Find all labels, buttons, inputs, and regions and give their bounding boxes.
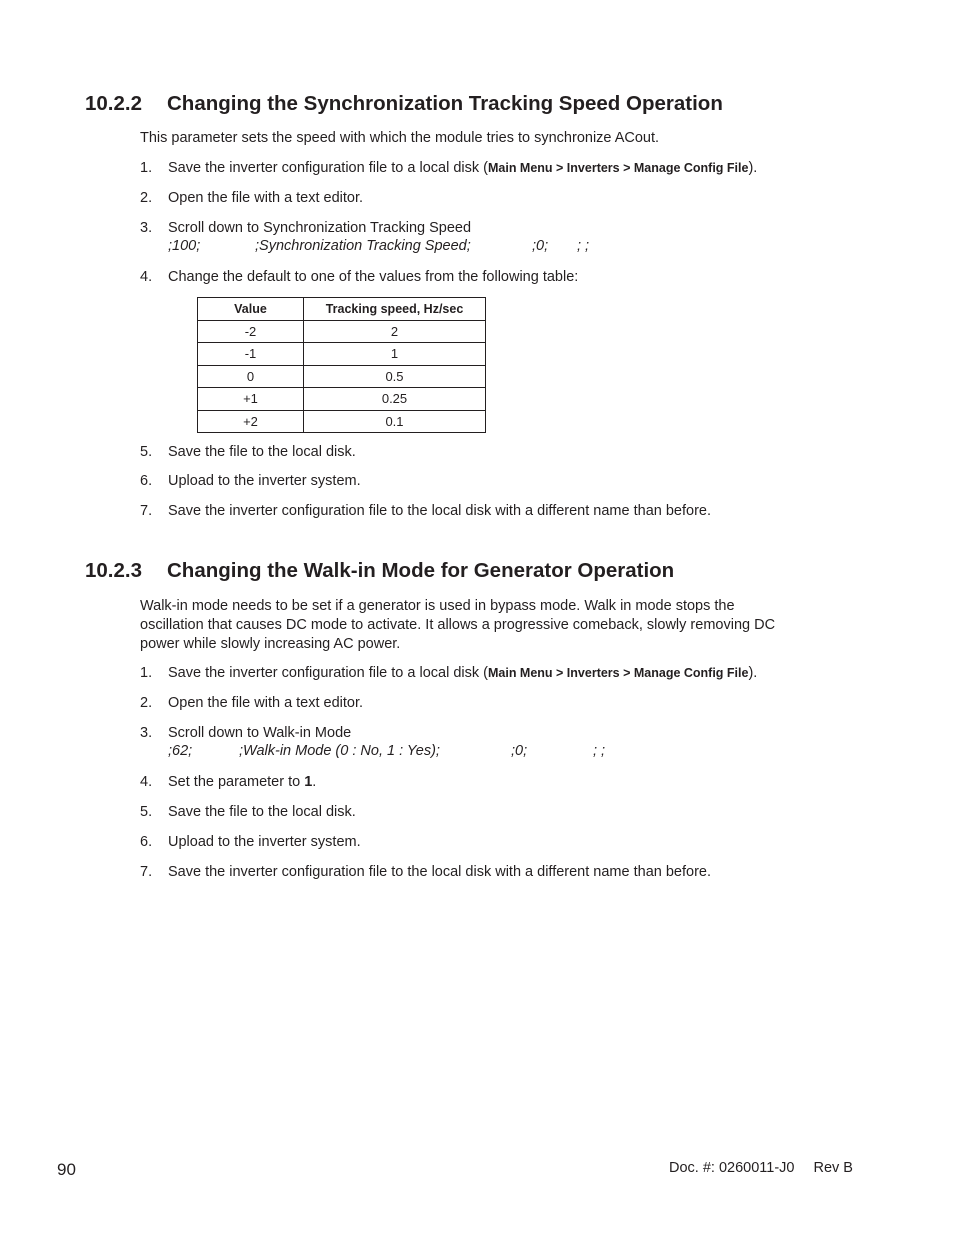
- config-tail: ; ;: [593, 743, 606, 759]
- table-cell: +1: [198, 388, 304, 411]
- step-number: 1.: [140, 665, 153, 681]
- column-header-value: Value: [198, 298, 304, 321]
- table-cell: 0.5: [304, 365, 486, 388]
- table-cell: 1: [304, 343, 486, 366]
- config-name: ;Synchronization Tracking Speed;: [255, 238, 471, 254]
- step-number: 7.: [140, 503, 153, 519]
- step-text-end: .: [312, 774, 317, 790]
- table-cell: 2: [304, 320, 486, 343]
- table-cell: 0.1: [304, 410, 486, 433]
- step-number: 4.: [140, 269, 153, 285]
- section-heading-10-2-3: [85, 559, 674, 583]
- menu-path: Main Menu > Inverters > Manage Config File: [487, 161, 749, 175]
- step-text: Upload to the inverter system.: [168, 834, 361, 850]
- step-text: Save the file to the local disk.: [168, 444, 356, 460]
- step-text-end: ).: [748, 665, 758, 681]
- intro-line: power while slowly increasing AC power.: [140, 636, 401, 652]
- step-text: [168, 159, 757, 178]
- section-number: 10.2.3: [85, 559, 142, 582]
- config-id: ;62;: [168, 743, 193, 759]
- config-default: ;0;: [532, 238, 549, 254]
- tracking-speed-table: [197, 297, 486, 433]
- step-text: Save the file to the local disk.: [168, 804, 356, 820]
- step-text: Open the file with a text editor.: [168, 695, 364, 711]
- step-text: Change the default to one of the values from the following table:: [168, 269, 579, 285]
- table-cell: 0.25: [304, 388, 486, 411]
- step-number: 5.: [140, 804, 153, 820]
- revision: Rev B: [813, 1160, 853, 1176]
- document-id: [669, 1160, 853, 1176]
- step-text: [168, 664, 757, 683]
- step-text-start: Save the inverter configuration file to a local disk (: [168, 160, 488, 176]
- config-id: ;100;: [168, 238, 201, 254]
- step-text: Scroll down to Synchronization Tracking Speed: [168, 220, 472, 236]
- table-cell: 0: [198, 365, 304, 388]
- step-text-start: Set the parameter to: [168, 774, 305, 790]
- parameter-value: 1: [304, 774, 313, 790]
- step-text: [168, 773, 316, 792]
- section-heading-10-2-2: [85, 92, 723, 116]
- step-number: 1.: [140, 160, 153, 176]
- step-number: 3.: [140, 220, 153, 236]
- table-row: [198, 410, 486, 433]
- step-number: 4.: [140, 774, 153, 790]
- step-text: Save the inverter configuration file to the local disk with a different name than before.: [168, 503, 711, 519]
- section-number: 10.2.2: [85, 92, 142, 115]
- step-text-end: ).: [748, 160, 758, 176]
- step-text: Save the inverter configuration file to the local disk with a different name than before.: [168, 864, 711, 880]
- intro-line: oscillation that causes DC mode to activate. It allows a progressive comeback, slowly removing DC: [140, 617, 776, 633]
- column-header-tracking-speed: Tracking speed, Hz/sec: [304, 298, 486, 321]
- step-number: 7.: [140, 864, 153, 880]
- table-cell: -2: [198, 320, 304, 343]
- config-name: ;Walk-in Mode (0 : No, 1 : Yes);: [239, 743, 440, 759]
- step-text-start: Save the inverter configuration file to a local disk (: [168, 665, 488, 681]
- step-number: 3.: [140, 725, 153, 741]
- section-intro: [140, 597, 840, 654]
- table-cell: -1: [198, 343, 304, 366]
- step-text: Upload to the inverter system.: [168, 473, 361, 489]
- table-cell: +2: [198, 410, 304, 433]
- table-row: [198, 320, 486, 343]
- table-row: [198, 365, 486, 388]
- section-title: Changing the Walk-in Mode for Generator Operation: [167, 559, 675, 582]
- step-number: 5.: [140, 444, 153, 460]
- config-default: ;0;: [511, 743, 528, 759]
- menu-path: Main Menu > Inverters > Manage Config File: [487, 666, 749, 680]
- step-text: Open the file with a text editor.: [168, 190, 364, 206]
- table-row: [198, 343, 486, 366]
- step-text: Scroll down to Walk-in Mode: [168, 725, 352, 741]
- intro-line: Walk-in mode needs to be set if a generator is used in bypass mode. Walk in mode stops the: [140, 598, 735, 614]
- table-header-row: [198, 298, 486, 321]
- config-tail: ; ;: [577, 238, 590, 254]
- table-row: [198, 388, 486, 411]
- step-number: 2.: [140, 695, 153, 711]
- section-intro: This parameter sets the speed with which the module tries to synchronize ACout.: [140, 130, 660, 146]
- page-number: 90: [57, 1160, 76, 1179]
- step-number: 6.: [140, 473, 153, 489]
- doc-number: Doc. #: 0260011-J0: [669, 1160, 795, 1176]
- step-number: 2.: [140, 190, 153, 206]
- step-number: 6.: [140, 834, 153, 850]
- section-title: Changing the Synchronization Tracking Speed Operation: [167, 92, 723, 115]
